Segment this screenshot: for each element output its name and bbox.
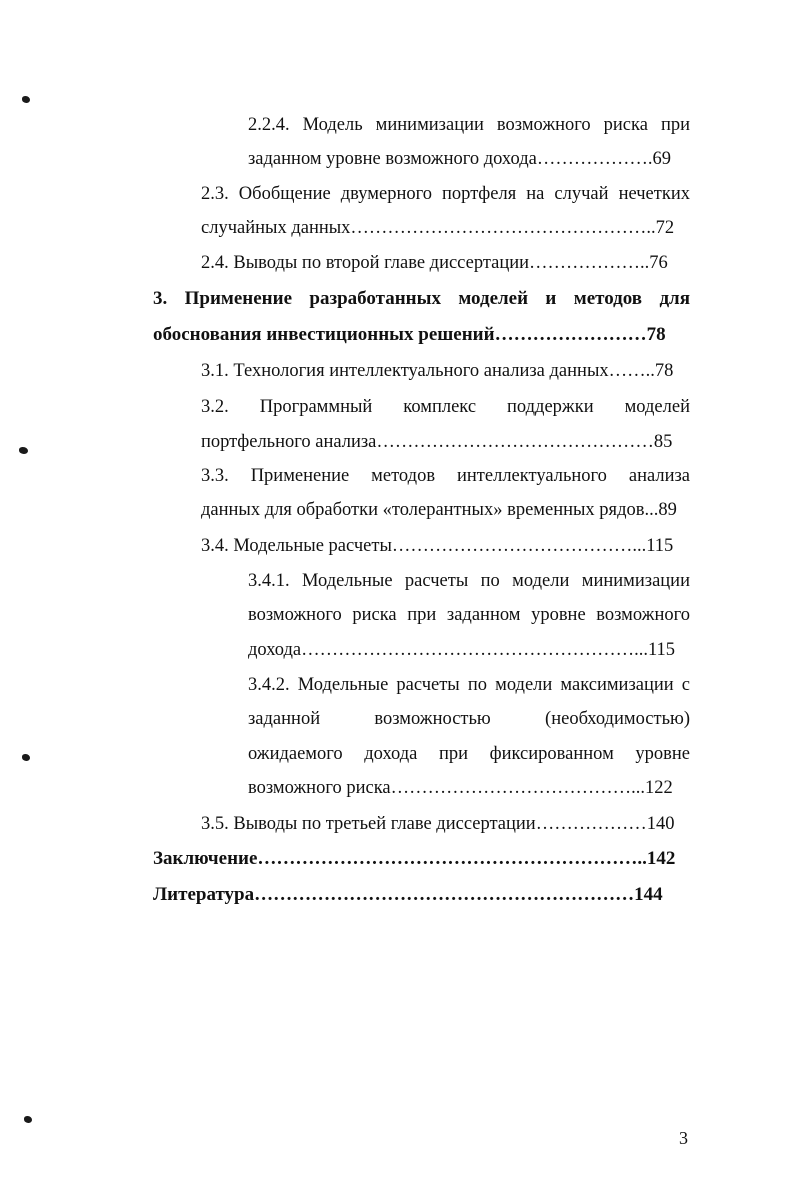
toc-entry-3-2-line2: портфельного анализа………………………………………85 bbox=[201, 432, 673, 452]
toc-references: Литература……………………………………………………144 bbox=[153, 884, 663, 905]
toc-entry-3-4-1-line3: дохода………………………………………………...115 bbox=[248, 640, 676, 660]
toc-entry-2-4: 2.4. Выводы по второй главе диссертации………………..76 bbox=[201, 253, 668, 273]
scan-speck bbox=[24, 1116, 32, 1123]
toc-conclusion: Заключение……………………………………………………..142 bbox=[153, 848, 676, 869]
toc-entry-3-4-2-line2: заданной возможностью (необходимостью) bbox=[248, 709, 690, 729]
toc-entry-2-3-line2: случайных данных…………………………………………..72 bbox=[201, 218, 675, 238]
toc-entry-3-4-2-line4: возможного риска…………………………………...122 bbox=[248, 778, 673, 798]
toc-entry-3-4-1-line2: возможного риска при заданном уровне возможного bbox=[248, 605, 690, 625]
toc-entry-2-2-4-line1: 2.2.4. Модель минимизации возможного риска при bbox=[248, 115, 690, 135]
scan-speck bbox=[19, 447, 28, 454]
toc-entry-2-2-4-line2: заданном уровне возможного дохода……………….69 bbox=[248, 149, 671, 169]
toc-entry-3-2-line1: 3.2. Программный комплекс поддержки моделей bbox=[201, 397, 690, 417]
toc-entry-3-4-2-line1: 3.4.2. Модельные расчеты по модели максимизации с bbox=[248, 675, 690, 695]
toc-entry-3-1: 3.1. Технология интеллектуального анализа данных……..78 bbox=[201, 361, 674, 381]
scan-speck bbox=[22, 754, 30, 761]
toc-entry-3-4-1-line1: 3.4.1. Модельные расчеты по модели минимизации bbox=[248, 571, 690, 591]
page-number: 3 bbox=[679, 1128, 688, 1148]
toc-chapter-3-line1: 3. Применение разработанных моделей и методов для bbox=[153, 288, 690, 309]
toc-entry-3-3-line2: данных для обработки «толерантных» временных рядов...89 bbox=[201, 500, 677, 520]
toc-entry-2-3-line1: 2.3. Обобщение двумерного портфеля на случай нечетких bbox=[201, 184, 690, 204]
toc-entry-3-5: 3.5. Выводы по третьей главе диссертации………………140 bbox=[201, 814, 675, 834]
toc-entry-3-4-2-line3: ожидаемого дохода при фиксированном уровне bbox=[248, 744, 690, 764]
scan-speck bbox=[22, 96, 30, 103]
toc-chapter-3-line2: обоснования инвестиционных решений……………………78 bbox=[153, 324, 666, 345]
toc-entry-3-3-line1: 3.3. Применение методов интеллектуального анализа bbox=[201, 466, 690, 486]
toc-entry-3-4: 3.4. Модельные расчеты…………………………………...115 bbox=[201, 536, 674, 556]
